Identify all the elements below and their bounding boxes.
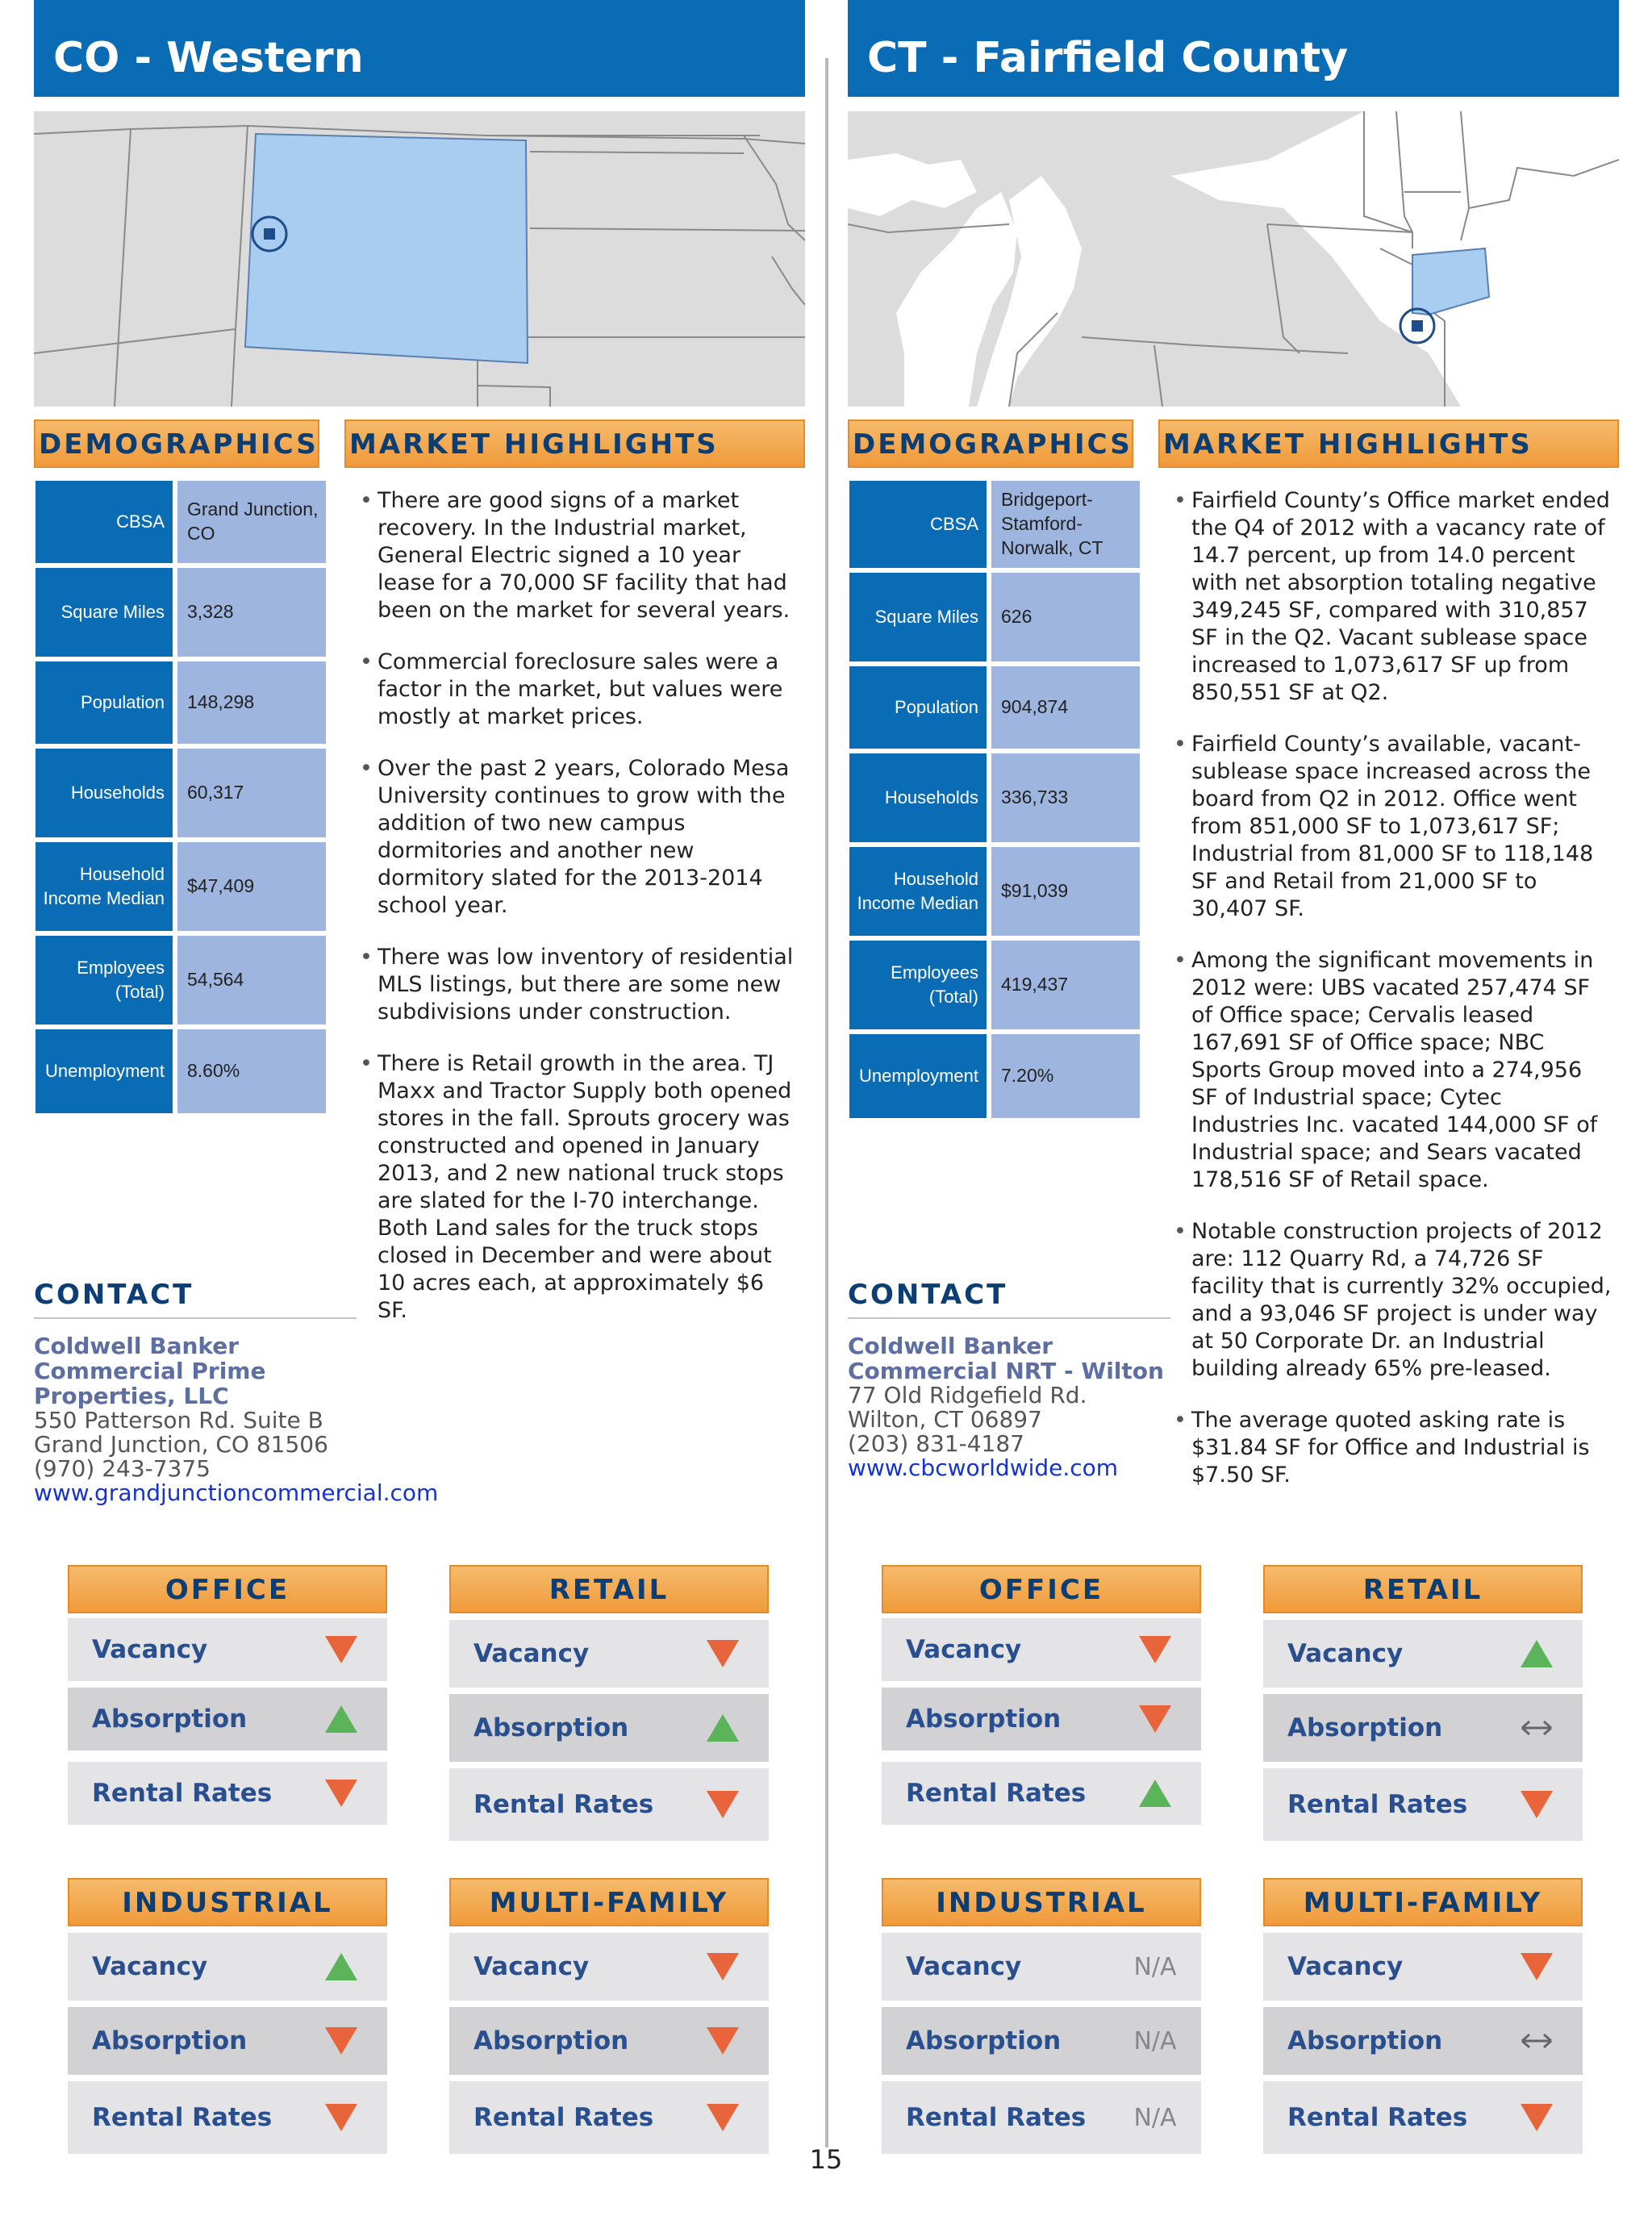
trend-row xyxy=(449,1933,769,2001)
contact-website-link[interactable]: www.grandjunctioncommercial.com xyxy=(34,1479,439,1506)
triangle-down-icon xyxy=(703,1788,743,1821)
market-header: CT - Fairfield County xyxy=(848,0,1619,97)
triangle-down-icon xyxy=(321,2025,361,2057)
demographics-value: 7.20% xyxy=(991,1034,1140,1118)
demographics-value: 336,733 xyxy=(991,753,1140,842)
trend-label: Absorption xyxy=(92,1705,248,1734)
triangle-up-icon xyxy=(1516,1638,1557,1670)
demographics-label: Households xyxy=(35,749,173,837)
trend-row xyxy=(449,1620,769,1688)
demographics-row xyxy=(35,481,326,563)
trend-panel-industrial xyxy=(882,1878,1201,2132)
triangle-down-icon xyxy=(703,2025,743,2057)
demographics-label: Unemployment xyxy=(849,1034,987,1118)
left-right-arrow-icon xyxy=(1516,2025,1557,2057)
triangle-up-icon xyxy=(321,1951,361,1983)
trend-row xyxy=(449,1694,769,1762)
trend-row xyxy=(882,1762,1201,1825)
demographics-label: Household Income Median xyxy=(35,842,173,931)
trend-panel-title: MULTI-FAMILY xyxy=(449,1878,769,1926)
market-highlights-list xyxy=(1174,487,1614,1513)
demographics-row xyxy=(35,749,326,837)
contact-heading: CONTACT xyxy=(34,1279,357,1319)
trend-panel-office xyxy=(882,1565,1201,1808)
demographics-row xyxy=(849,1034,1140,1118)
trend-row xyxy=(882,1688,1201,1751)
trend-panel-industrial xyxy=(68,1878,387,2132)
trend-row xyxy=(882,1618,1201,1681)
trend-label: Rental Rates xyxy=(1287,2103,1468,2132)
trend-label: Rental Rates xyxy=(473,1790,654,1819)
contact-phone: (970) 243-7375 xyxy=(34,1455,211,1482)
demographics-row xyxy=(849,666,1140,749)
contact-address-line1: 550 Patterson Rd. Suite B xyxy=(34,1407,323,1433)
trend-row xyxy=(882,2007,1201,2075)
trend-label: Rental Rates xyxy=(473,2103,654,2132)
trend-row xyxy=(449,1768,769,1841)
demographics-value: 54,564 xyxy=(177,936,326,1024)
triangle-down-icon xyxy=(321,1777,361,1809)
demographics-label: Population xyxy=(849,666,987,749)
demographics-value: Bridgeport-Stamford-Norwalk, CT xyxy=(991,481,1140,568)
highlight-item: • There is Retail growth in the area. TJ Maxx and Tractor Supply both opened stores in the fall. Sprouts grocery was constructed and opened in January 2013, and 2 new national truck stops are slated for the I-70 interchange. Both Land sales for the truck stops closed in December and were about 10 acres each, at approximately $6 SF. xyxy=(360,1050,800,1325)
demographics-value: $47,409 xyxy=(177,842,326,931)
map-colorado xyxy=(34,111,805,407)
trend-row xyxy=(1263,1694,1583,1762)
highlight-item: • Notable construction projects of 2012 are: 112 Quarry Rd, a 74,726 SF facility that is currently 32% occupied, and a 93,046 SF project is under way at 50 Corporate Dr. an Industrial building already 65% pre-leased. xyxy=(1174,1218,1614,1383)
demographics-label: Employees (Total) xyxy=(849,941,987,1029)
contact-address-line2: Wilton, CT 06897 xyxy=(848,1406,1042,1433)
demographics-label: Population xyxy=(35,661,173,744)
trend-label: Rental Rates xyxy=(906,1779,1087,1808)
demographics-label: Household Income Median xyxy=(849,847,987,936)
triangle-down-icon xyxy=(1135,1703,1175,1735)
trend-row xyxy=(68,2081,387,2154)
trend-row xyxy=(1263,1768,1583,1841)
triangle-up-icon xyxy=(321,1703,361,1735)
trend-panel-title: OFFICE xyxy=(68,1565,387,1613)
trend-panel-title: OFFICE xyxy=(882,1565,1201,1613)
demographics-value: 8.60% xyxy=(177,1029,326,1113)
demographics-row xyxy=(35,1029,326,1113)
highlight-item: • There are good signs of a market recovery. In the Industrial market, General Electric signed a 10 year lease for a 70,000 SF facility that had been on the market for several years. xyxy=(360,487,800,624)
trend-panel-office xyxy=(68,1565,387,1808)
highlight-item: • Fairfield County’s Office market ended the Q4 of 2012 with a vacancy rate of 14.7 percent, up from 14.0 percent with net absorption totaling negative 349,245 SF, compared with 310,857 SF in the Q2. Vacant sublease space increased to 1,073,617 SF up from 850,551 SF at Q2. xyxy=(1174,487,1614,707)
demographics-label: Square Miles xyxy=(35,568,173,657)
triangle-down-icon xyxy=(1135,1634,1175,1666)
triangle-down-icon xyxy=(321,2101,361,2134)
trend-row xyxy=(68,1762,387,1825)
trend-row xyxy=(68,1933,387,2001)
demographics-value: 904,874 xyxy=(991,666,1140,749)
trend-panel-title: INDUSTRIAL xyxy=(882,1878,1201,1926)
map-connecticut xyxy=(848,111,1619,407)
demographics-label: Employees (Total) xyxy=(35,936,173,1024)
triangle-down-icon xyxy=(703,2101,743,2134)
trend-label: Vacancy xyxy=(906,1952,1022,1981)
highlight-item: • Over the past 2 years, Colorado Mesa University continues to grow with the addition of two new campus dormitories and another new dormitory slated for the 2013-2014 school year. xyxy=(360,755,800,920)
contact-block xyxy=(848,1279,1203,1480)
trend-panel-multi-family xyxy=(1263,1878,1583,2132)
contact-address-line2: Grand Junction, CO 81506 xyxy=(34,1431,328,1458)
trend-label: Absorption xyxy=(906,2026,1062,2055)
left-right-arrow-icon xyxy=(1516,1712,1557,1744)
demographics-row xyxy=(35,842,326,931)
highlight-item: • There was low inventory of residential MLS listings, but there are some new subdivisions under construction. xyxy=(360,944,800,1026)
trend-label: Absorption xyxy=(473,1713,629,1742)
contact-address-line1: 77 Old Ridgefield Rd. xyxy=(848,1382,1087,1408)
triangle-down-icon xyxy=(703,1638,743,1670)
not-available-text: N/A xyxy=(1133,1952,1177,1981)
demographics-row xyxy=(849,847,1140,936)
trend-panel-title: INDUSTRIAL xyxy=(68,1878,387,1926)
contact-heading: CONTACT xyxy=(848,1279,1170,1319)
triangle-down-icon xyxy=(321,1634,361,1666)
demographics-row xyxy=(849,573,1140,661)
demographics-value: $91,039 xyxy=(991,847,1140,936)
triangle-down-icon xyxy=(1516,2101,1557,2134)
trend-label: Rental Rates xyxy=(906,2103,1087,2132)
market-column-ct-fairfield xyxy=(848,0,1619,2220)
trend-row xyxy=(1263,2081,1583,2154)
demographics-row xyxy=(35,568,326,657)
trend-panel-retail xyxy=(1263,1565,1583,1819)
trend-label: Vacancy xyxy=(1287,1639,1404,1668)
demographics-row xyxy=(35,936,326,1024)
highlight-item: • Fairfield County’s available, vacant-sublease space increased across the board from Q2 in 2012. Office went from 851,000 SF to 1,073,617 SF; Industrial from 81,000 SF to 118,148 SF and Retail from 21,000 SF to 30,407 SF. xyxy=(1174,731,1614,923)
demographics-label: Households xyxy=(849,753,987,842)
trend-panel-retail xyxy=(449,1565,769,1819)
contact-company: Coldwell Banker Commercial Prime Properties, LLC xyxy=(34,1333,266,1409)
trend-label: Absorption xyxy=(1287,2026,1443,2055)
trend-label: Vacancy xyxy=(92,1635,208,1664)
market-column-co-western xyxy=(34,0,805,2220)
trend-label: Vacancy xyxy=(92,1952,208,1981)
trend-label: Absorption xyxy=(1287,1713,1443,1742)
trend-label: Vacancy xyxy=(906,1635,1022,1664)
market-header: CO - Western xyxy=(34,0,805,97)
highlight-item: • The average quoted asking rate is $31.84 SF for Office and Industrial is $7.50 SF. xyxy=(1174,1407,1614,1489)
trend-row xyxy=(68,1618,387,1681)
trend-panel-title: RETAIL xyxy=(1263,1565,1583,1613)
trend-row xyxy=(882,2081,1201,2154)
page-number: 15 xyxy=(809,2144,843,2175)
triangle-up-icon xyxy=(703,1712,743,1744)
triangle-up-icon xyxy=(1135,1777,1175,1809)
contact-block xyxy=(34,1279,439,1506)
trend-row xyxy=(1263,1620,1583,1688)
demographics-row xyxy=(849,753,1140,842)
not-available-text: N/A xyxy=(1133,2026,1177,2055)
trend-label: Absorption xyxy=(473,2026,629,2055)
highlight-item: • Among the significant movements in 2012 were: UBS vacated 257,474 SF of Office space; Cervalis leased 167,691 SF of Office space; NBC Sports Group moved into a 274,956 SF of Industrial space; Cytec Industries Inc. vacated 144,000 SF of Industrial space; and Sears vacated 178,516 SF of Retail space. xyxy=(1174,947,1614,1194)
demographics-row xyxy=(35,661,326,744)
trend-row xyxy=(68,2007,387,2075)
triangle-down-icon xyxy=(1516,1788,1557,1821)
demographics-heading: DEMOGRAPHICS xyxy=(848,419,1133,468)
demographics-label: CBSA xyxy=(35,481,173,563)
trend-label: Absorption xyxy=(906,1705,1062,1734)
trend-panel-title: RETAIL xyxy=(449,1565,769,1613)
demographics-value: 3,328 xyxy=(177,568,326,657)
trend-row xyxy=(449,2081,769,2154)
trend-label: Rental Rates xyxy=(92,1779,273,1808)
demographics-value: Grand Junction, CO xyxy=(177,481,326,563)
trend-panel-title: MULTI-FAMILY xyxy=(1263,1878,1583,1926)
trend-row xyxy=(882,1933,1201,2001)
trend-label: Vacancy xyxy=(473,1639,590,1668)
demographics-value: 148,298 xyxy=(177,661,326,744)
triangle-down-icon xyxy=(1516,1951,1557,1983)
triangle-down-icon xyxy=(703,1951,743,1983)
trend-row xyxy=(1263,2007,1583,2075)
column-divider xyxy=(825,58,828,2147)
trend-panel-multi-family xyxy=(449,1878,769,2132)
contact-website-link[interactable]: www.cbcworldwide.com xyxy=(848,1454,1119,1481)
trend-label: Vacancy xyxy=(1287,1952,1404,1981)
demographics-heading: DEMOGRAPHICS xyxy=(34,419,319,468)
demographics-value: 626 xyxy=(991,573,1140,661)
market-highlights-list xyxy=(360,487,800,1349)
demographics-label: Unemployment xyxy=(35,1029,173,1113)
demographics-value: 419,437 xyxy=(991,941,1140,1029)
market-highlights-heading: MARKET HIGHLIGHTS xyxy=(1158,419,1619,468)
trend-row xyxy=(1263,1933,1583,2001)
contact-phone: (203) 831-4187 xyxy=(848,1430,1024,1457)
trend-row xyxy=(68,1688,387,1751)
market-highlights-heading: MARKET HIGHLIGHTS xyxy=(344,419,805,468)
trend-label: Rental Rates xyxy=(1287,1790,1468,1819)
trend-label: Rental Rates xyxy=(92,2103,273,2132)
colorado-state-shape xyxy=(245,134,528,363)
demographics-row xyxy=(849,481,1140,568)
contact-company: Coldwell Banker Commercial NRT - Wilton xyxy=(848,1333,1164,1384)
trend-label: Vacancy xyxy=(473,1952,590,1981)
highlight-item: • Commercial foreclosure sales were a factor in the market, but values were mostly at market prices. xyxy=(360,649,800,731)
demographics-label: CBSA xyxy=(849,481,987,568)
demographics-value: 60,317 xyxy=(177,749,326,837)
demographics-row xyxy=(849,941,1140,1029)
demographics-label: Square Miles xyxy=(849,573,987,661)
trend-row xyxy=(449,2007,769,2075)
trend-label: Absorption xyxy=(92,2026,248,2055)
not-available-text: N/A xyxy=(1133,2103,1177,2132)
